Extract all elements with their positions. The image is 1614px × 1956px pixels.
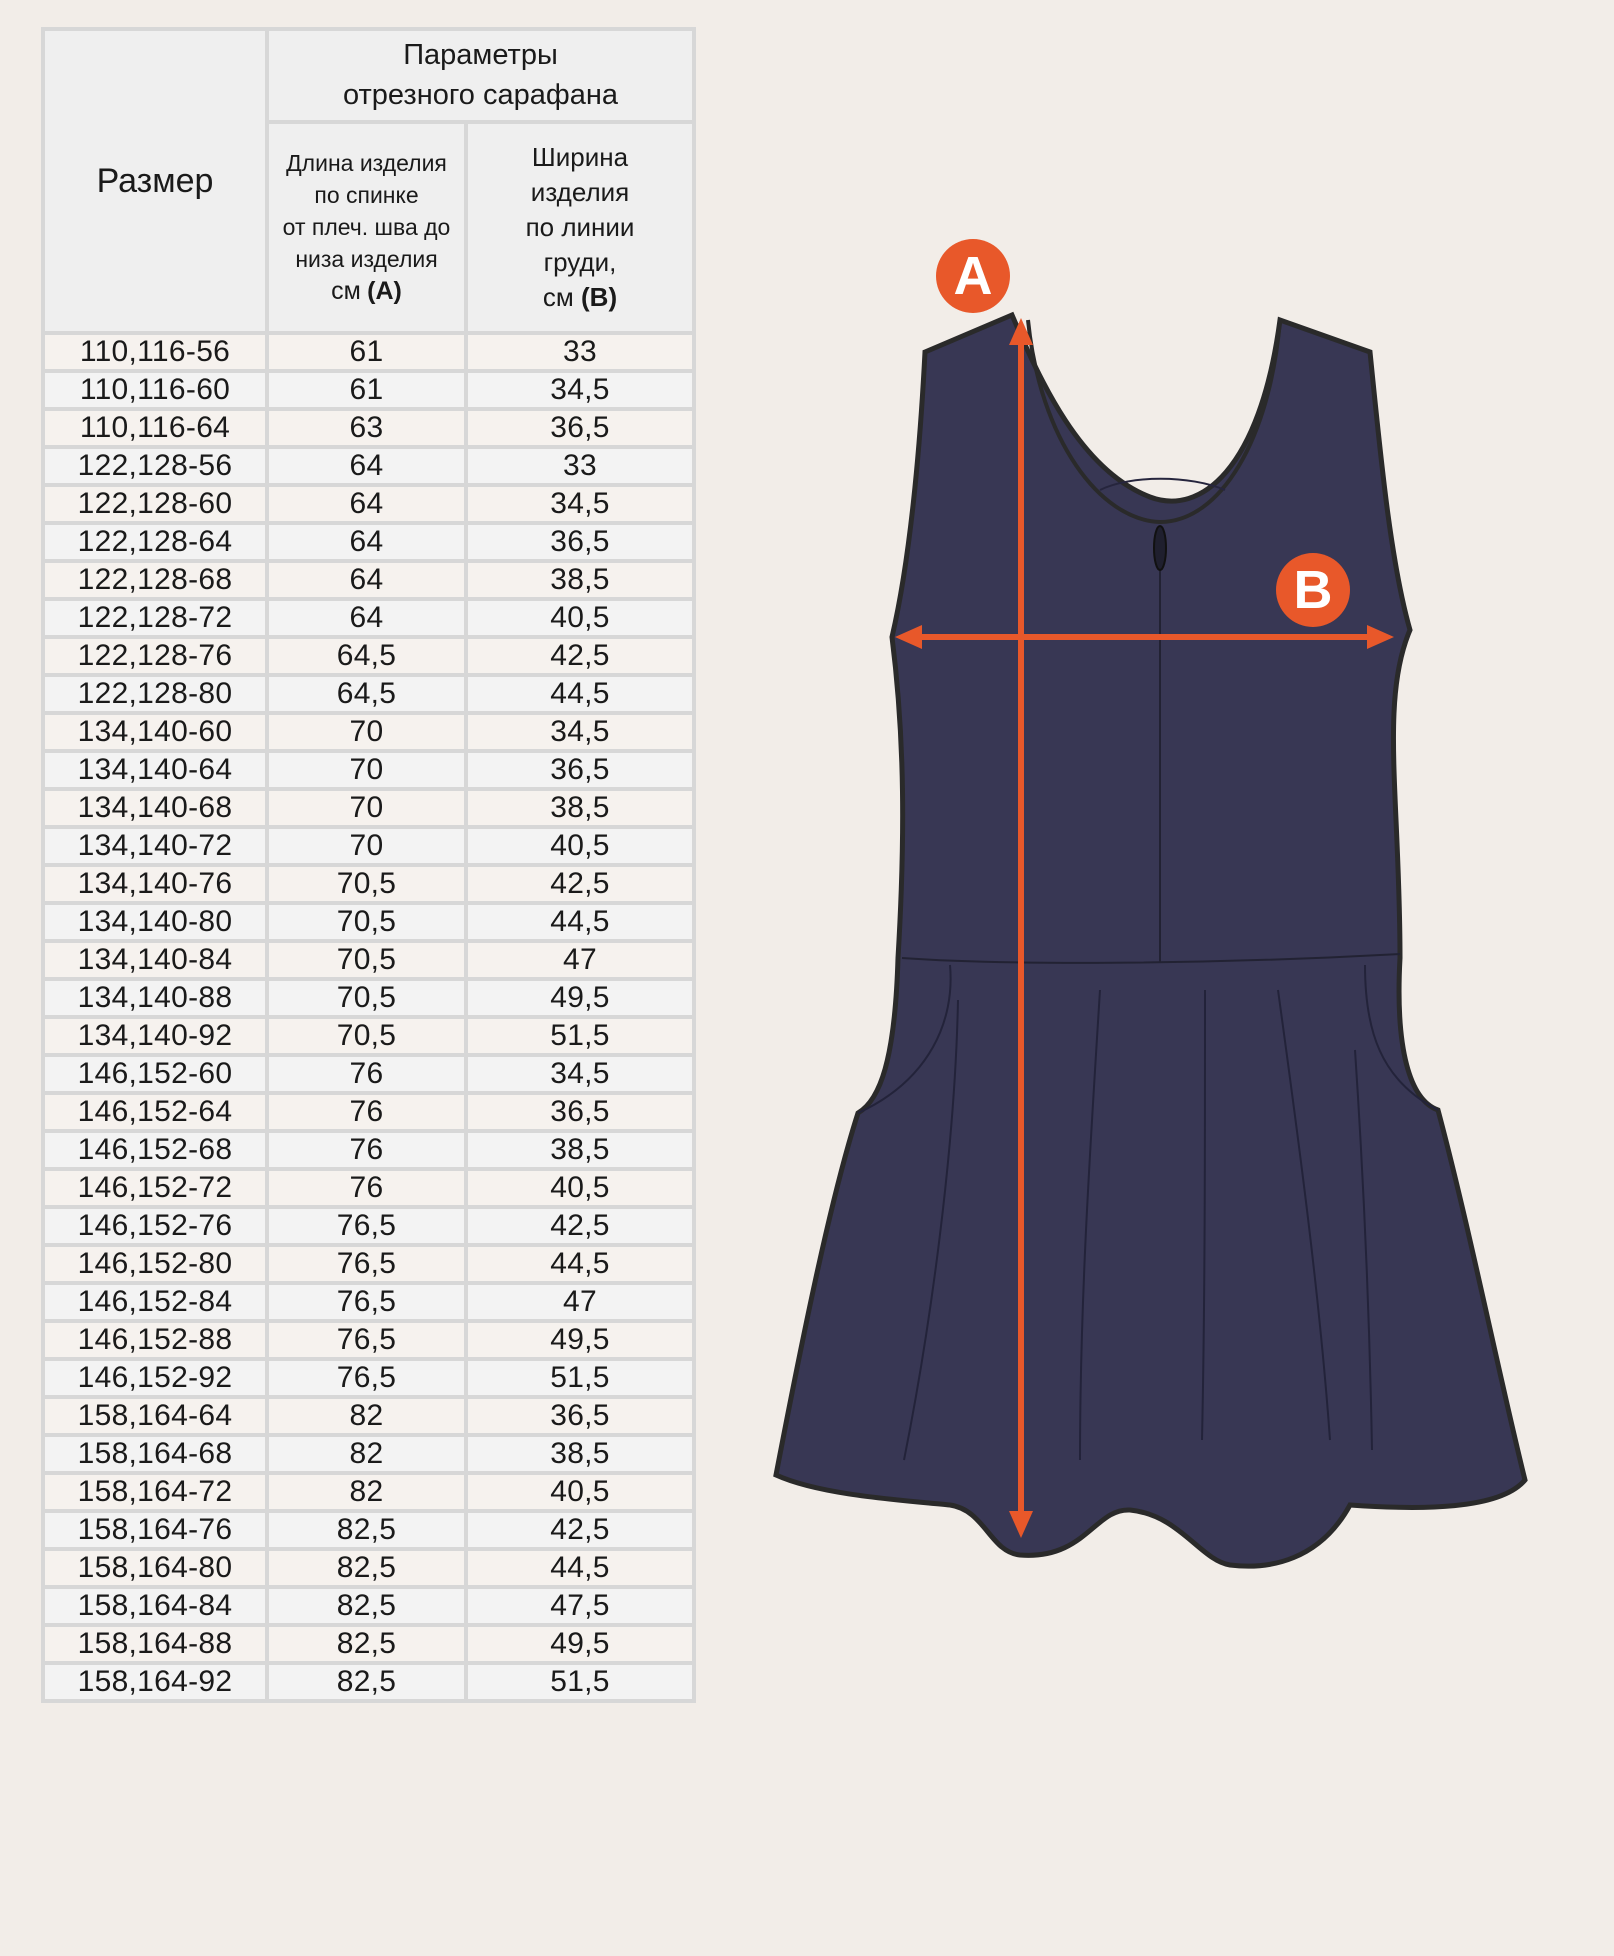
width-cell: 33: [466, 447, 694, 485]
width-header-line: Ширина: [531, 141, 629, 172]
size-cell: 122,128-60: [43, 485, 267, 523]
length-cell: 76,5: [267, 1321, 466, 1359]
width-cell: 47: [466, 1283, 694, 1321]
length-cell: 64: [267, 523, 466, 561]
size-cell: 134,140-68: [43, 789, 267, 827]
size-cell: 146,152-72: [43, 1169, 267, 1207]
size-cell: 110,116-56: [43, 333, 267, 371]
size-cell: 146,152-64: [43, 1093, 267, 1131]
size-cell: 158,164-84: [43, 1587, 267, 1625]
table-row: [43, 637, 694, 675]
table-row: [43, 675, 694, 713]
length-cell: 82: [267, 1473, 466, 1511]
marker-a-label: A: [953, 246, 993, 306]
width-cell: 51,5: [466, 1663, 694, 1701]
length-cell: 64: [267, 561, 466, 599]
table-row: [43, 409, 694, 447]
width-cell: 34,5: [466, 713, 694, 751]
width-cell: 36,5: [466, 751, 694, 789]
table-row: [43, 371, 694, 409]
size-cell: 134,140-80: [43, 903, 267, 941]
size-cell: 158,164-80: [43, 1549, 267, 1587]
size-cell: 134,140-88: [43, 979, 267, 1017]
size-cell: 110,116-60: [43, 371, 267, 409]
length-header-line: Длина изделия: [286, 150, 447, 177]
width-cell: 44,5: [466, 1245, 694, 1283]
width-cell: 49,5: [466, 1625, 694, 1663]
length-cell: 70,5: [267, 979, 466, 1017]
length-cell: 64,5: [267, 675, 466, 713]
width-cell: 36,5: [466, 1397, 694, 1435]
table-row: [43, 903, 694, 941]
width-cell: 47: [466, 941, 694, 979]
length-cell: 76,5: [267, 1283, 466, 1321]
table-row: [43, 979, 694, 1017]
size-cell: 146,152-60: [43, 1055, 267, 1093]
width-cell: 49,5: [466, 979, 694, 1017]
table-row: [43, 1093, 694, 1131]
table-row: [43, 561, 694, 599]
width-cell: 34,5: [466, 1055, 694, 1093]
size-cell: 146,152-76: [43, 1207, 267, 1245]
length-header-line: от плеч. шва до: [282, 214, 451, 241]
zipper-pull: [1154, 526, 1166, 570]
size-cell: 158,164-88: [43, 1625, 267, 1663]
size-cell: 158,164-76: [43, 1511, 267, 1549]
length-cell: 76,5: [267, 1359, 466, 1397]
table-row: [43, 1207, 694, 1245]
table-row: [43, 1549, 694, 1587]
width-header-marker: (В): [581, 281, 618, 312]
length-cell: 64: [267, 485, 466, 523]
table-row: [43, 1055, 694, 1093]
table-row: [43, 523, 694, 561]
size-cell: 134,140-76: [43, 865, 267, 903]
table-row: [43, 1625, 694, 1663]
size-cell: 146,152-92: [43, 1359, 267, 1397]
width-header-line: по линии: [525, 211, 635, 242]
table-row: [43, 1131, 694, 1169]
table-row: [43, 1017, 694, 1055]
group-header-line-1: Параметры: [403, 39, 558, 72]
size-cell: 122,128-76: [43, 637, 267, 675]
table-row: [43, 1435, 694, 1473]
table-row: [43, 1283, 694, 1321]
size-cell: 134,140-84: [43, 941, 267, 979]
size-cell: 158,164-68: [43, 1435, 267, 1473]
marker-b-label: B: [1293, 560, 1333, 620]
size-cell: 146,152-68: [43, 1131, 267, 1169]
size-cell: 158,164-64: [43, 1397, 267, 1435]
table-row: [43, 941, 694, 979]
table-row: [43, 1473, 694, 1511]
width-cell: 44,5: [466, 903, 694, 941]
width-cell: 38,5: [466, 1435, 694, 1473]
width-cell: 38,5: [466, 561, 694, 599]
length-cell: 64,5: [267, 637, 466, 675]
length-cell: 61: [267, 333, 466, 371]
table-row: [43, 1663, 694, 1701]
length-cell: 70: [267, 789, 466, 827]
length-cell: 70: [267, 713, 466, 751]
size-cell: 122,128-64: [43, 523, 267, 561]
length-cell: 82,5: [267, 1625, 466, 1663]
size-cell: 134,140-72: [43, 827, 267, 865]
length-cell: 61: [267, 371, 466, 409]
size-cell: 122,128-56: [43, 447, 267, 485]
table-row: [43, 789, 694, 827]
table-row: [43, 485, 694, 523]
table-row: [43, 1359, 694, 1397]
size-cell: 134,140-60: [43, 713, 267, 751]
length-header-unit: см: [331, 277, 361, 306]
table-row: [43, 1169, 694, 1207]
length-cell: 82,5: [267, 1511, 466, 1549]
length-cell: 63: [267, 409, 466, 447]
width-cell: 42,5: [466, 1511, 694, 1549]
width-cell: 42,5: [466, 637, 694, 675]
width-cell: 49,5: [466, 1321, 694, 1359]
length-cell: 82,5: [267, 1587, 466, 1625]
length-cell: 76: [267, 1093, 466, 1131]
length-cell: 70: [267, 827, 466, 865]
length-header-line: по спинке: [314, 182, 419, 209]
length-header-line: низа изделия: [295, 246, 438, 273]
width-cell: 36,5: [466, 1093, 694, 1131]
group-header-line-2: отрезного сарафана: [343, 79, 618, 112]
length-cell: 70,5: [267, 1017, 466, 1055]
length-cell: 82,5: [267, 1549, 466, 1587]
length-column-header: [267, 122, 466, 333]
size-table: [41, 27, 696, 1703]
width-header-unit: см: [542, 281, 574, 312]
width-cell: 51,5: [466, 1017, 694, 1055]
size-cell: 134,140-92: [43, 1017, 267, 1055]
length-cell: 76: [267, 1169, 466, 1207]
width-cell: 34,5: [466, 485, 694, 523]
length-cell: 82: [267, 1397, 466, 1435]
size-cell: 122,128-80: [43, 675, 267, 713]
table-row: [43, 1321, 694, 1359]
length-cell: 82: [267, 1435, 466, 1473]
width-cell: 38,5: [466, 1131, 694, 1169]
length-cell: 76,5: [267, 1207, 466, 1245]
table-body: [43, 333, 694, 1701]
length-cell: 64: [267, 599, 466, 637]
width-cell: 40,5: [466, 1473, 694, 1511]
width-cell: 42,5: [466, 1207, 694, 1245]
table-row: [43, 1245, 694, 1283]
length-cell: 76: [267, 1055, 466, 1093]
table-row: [43, 1511, 694, 1549]
width-cell: 36,5: [466, 523, 694, 561]
dress-illustration: [776, 315, 1525, 1566]
table-row: [43, 1587, 694, 1625]
width-header-line: груди,: [543, 246, 617, 277]
size-cell: 134,140-64: [43, 751, 267, 789]
width-cell: 42,5: [466, 865, 694, 903]
dress-diagram: [760, 225, 1550, 1605]
table-row: [43, 865, 694, 903]
length-cell: 64: [267, 447, 466, 485]
size-cell: 158,164-92: [43, 1663, 267, 1701]
size-cell: 122,128-68: [43, 561, 267, 599]
size-cell: 146,152-88: [43, 1321, 267, 1359]
width-column-header: [466, 122, 694, 333]
length-header-marker: (А): [367, 277, 402, 306]
width-cell: 47,5: [466, 1587, 694, 1625]
parameters-group-header: [267, 29, 694, 122]
width-cell: 40,5: [466, 1169, 694, 1207]
length-cell: 70,5: [267, 903, 466, 941]
table-header: [43, 29, 694, 333]
table-row: [43, 827, 694, 865]
width-cell: 40,5: [466, 827, 694, 865]
length-cell: 70,5: [267, 941, 466, 979]
width-cell: 51,5: [466, 1359, 694, 1397]
width-cell: 33: [466, 333, 694, 371]
size-cell: 146,152-80: [43, 1245, 267, 1283]
width-cell: 34,5: [466, 371, 694, 409]
table-row: [43, 447, 694, 485]
table-row: [43, 713, 694, 751]
size-cell: 122,128-72: [43, 599, 267, 637]
size-cell: 158,164-72: [43, 1473, 267, 1511]
size-cell: 110,116-64: [43, 409, 267, 447]
width-cell: 38,5: [466, 789, 694, 827]
table-row: [43, 1397, 694, 1435]
table-row: [43, 333, 694, 371]
length-cell: 70,5: [267, 865, 466, 903]
width-cell: 40,5: [466, 599, 694, 637]
width-header-line: изделия: [530, 176, 630, 207]
length-cell: 76,5: [267, 1245, 466, 1283]
size-cell: 146,152-84: [43, 1283, 267, 1321]
length-cell: 76: [267, 1131, 466, 1169]
size-column-header: Размер: [43, 29, 267, 333]
length-cell: 82,5: [267, 1663, 466, 1701]
width-cell: 44,5: [466, 675, 694, 713]
width-cell: 44,5: [466, 1549, 694, 1587]
width-cell: 36,5: [466, 409, 694, 447]
table-row: [43, 599, 694, 637]
dress-body: [776, 315, 1525, 1566]
length-cell: 70: [267, 751, 466, 789]
table-row: [43, 751, 694, 789]
